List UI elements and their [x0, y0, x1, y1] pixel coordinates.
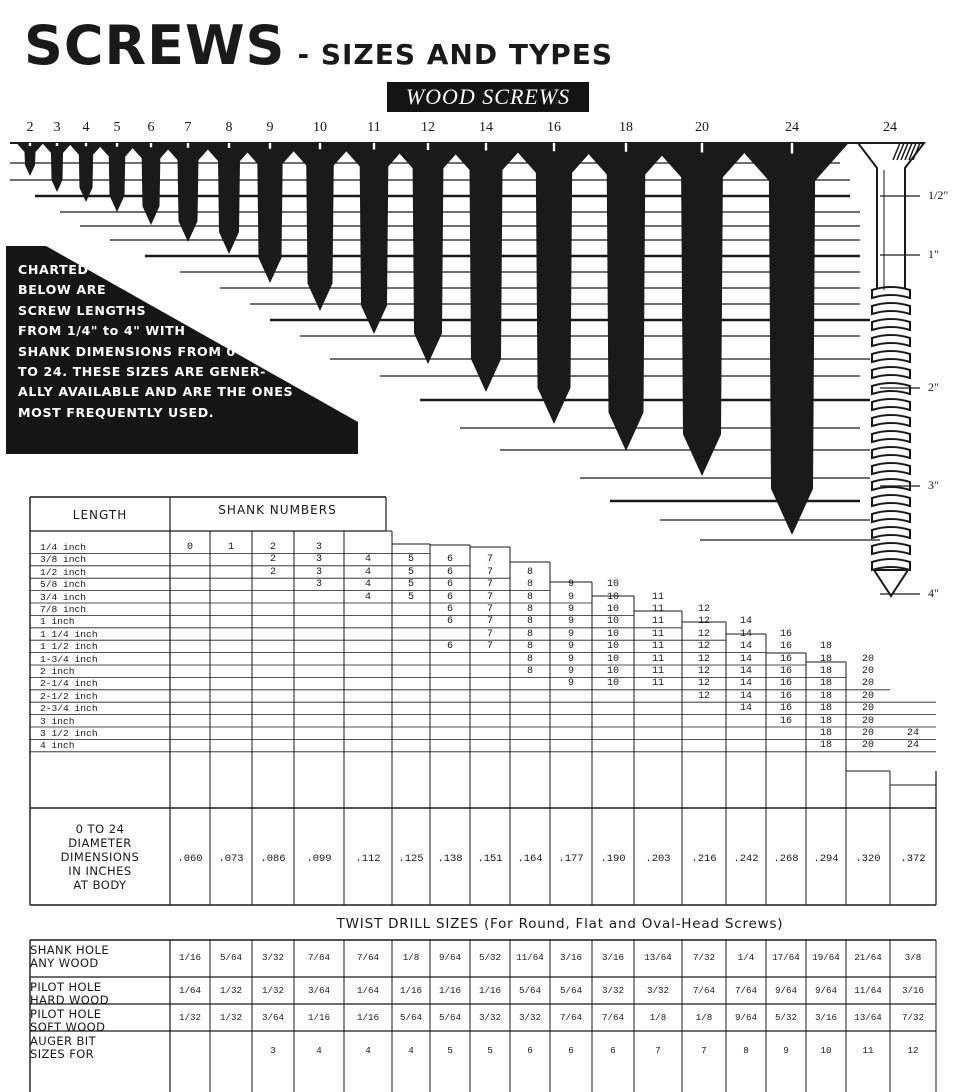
shank-number-cell: 16: [779, 690, 792, 702]
shank-number-cell: 8: [526, 666, 533, 677]
shank-number-cell: 20: [861, 703, 874, 715]
length-row-label: 3 1/2 inch: [40, 728, 98, 739]
shank-number-cell: 11: [651, 591, 664, 603]
title-main: SCREWS: [24, 14, 286, 77]
drill-size-cell: 8: [743, 1045, 749, 1056]
shank-number-cell: 10: [606, 579, 619, 591]
screw-number: 3: [53, 120, 61, 135]
drill-size-cell: 1/16: [478, 985, 502, 996]
shank-number-cell: 20: [861, 690, 874, 702]
shank-number-cell: 11: [651, 678, 664, 690]
shank-number-cell: 2: [269, 542, 276, 553]
shank-number-cell: 18: [819, 641, 832, 653]
drill-size-cell: 3/32: [601, 985, 625, 996]
drill-size-cell: 5: [447, 1045, 453, 1056]
shank-number-cell: 10: [606, 628, 619, 640]
shank-number-cell: 8: [526, 616, 533, 628]
drill-size-cell: 5/64: [438, 1012, 462, 1023]
drill-size-cell: 3/32: [646, 985, 670, 996]
shank-number-cell: 9: [567, 678, 574, 690]
screw-number: 9: [266, 120, 274, 135]
shank-number-cell: 20: [861, 740, 874, 752]
drill-size-cell: 1/32: [261, 985, 285, 996]
drill-size-cell: 13/64: [644, 952, 672, 963]
length-row-label: 2 inch: [40, 666, 75, 677]
length-mark: 1": [928, 247, 939, 261]
shank-number-cell: 16: [779, 628, 792, 640]
shank-number-cell: 5: [407, 566, 414, 578]
diameter-value: .164: [517, 853, 543, 865]
drill-row-label-line: SOFT WOOD: [30, 1019, 106, 1034]
shank-number-cell: 7: [486, 554, 493, 566]
drill-size-cell: 3/16: [901, 985, 925, 996]
callout-line: BELOW ARE: [18, 282, 107, 298]
screw-number: 10: [313, 120, 327, 135]
shank-number-cell: 12: [697, 690, 710, 702]
shank-number-cell: 12: [697, 653, 710, 665]
drill-size-cell: 3/16: [814, 1012, 838, 1023]
drill-size-cell: 7/64: [307, 952, 331, 963]
drill-size-cell: 1/8: [695, 1012, 713, 1023]
length-mark: 2": [928, 380, 939, 394]
shank-number-cell: 11: [651, 653, 664, 665]
drill-size-cell: 4: [316, 1045, 322, 1056]
shank-number-cell: 16: [779, 715, 792, 727]
shank-number-cell: 4: [364, 554, 371, 566]
shank-number-cell: 10: [606, 666, 619, 677]
shank-number-cell: 12: [697, 616, 710, 628]
drill-size-cell: 1/16: [399, 985, 423, 996]
shank-number-cell: 12: [697, 641, 710, 653]
screw-number: 18: [619, 120, 633, 135]
drill-row-label-line: AUGER BIT: [30, 1034, 97, 1048]
callout-line: SHANK DIMENSIONS FROM 0: [18, 343, 236, 359]
diameter-value: .060: [177, 853, 203, 865]
diameter-value: .268: [773, 853, 799, 865]
shank-number-cell: 7: [486, 628, 493, 640]
shank-number-cell: 11: [651, 604, 664, 615]
drill-size-cell: 1/32: [178, 1012, 202, 1023]
shank-number-cell: 11: [651, 616, 664, 628]
drill-size-cell: 1/16: [356, 1012, 380, 1023]
shank-number-cell: 4: [364, 579, 371, 591]
drill-size-cell: 21/64: [854, 952, 882, 963]
shank-number-cell: 8: [526, 653, 533, 665]
diameter-label-line: DIMENSIONS: [60, 850, 140, 864]
shank-number-cell: 8: [526, 628, 533, 640]
shank-number-cell: 14: [739, 628, 752, 640]
shank-number-cell: 8: [526, 604, 533, 615]
drill-row-label-line: SHANK HOLE: [30, 943, 109, 957]
shank-number-cell: 11: [651, 628, 664, 640]
length-row-label: 1 inch: [40, 616, 75, 628]
shank-number-cell: 2: [269, 554, 276, 566]
drill-size-cell: 7/32: [692, 952, 716, 963]
callout-line: FROM 1/4" to 4" WITH: [18, 323, 186, 339]
shank-number-cell: 16: [779, 678, 792, 690]
drill-size-cell: 3/8: [904, 952, 922, 963]
drill-size-cell: 1/32: [219, 1012, 243, 1023]
length-mark: 1/2": [928, 188, 949, 202]
drill-size-cell: 11/64: [516, 952, 544, 963]
drill-row-label-line: HARD WOOD: [30, 992, 109, 1007]
drill-size-cell: 5/64: [559, 985, 583, 996]
screw-number: 14: [479, 120, 493, 135]
drill-row-label: [30, 1008, 166, 1033]
shank-number-cell: 3: [315, 542, 322, 553]
diameter-value: .151: [477, 853, 503, 865]
drill-row-label-line: SIZES FOR: [30, 1046, 95, 1061]
screw-number: 11: [367, 120, 381, 135]
drill-size-cell: 1/64: [356, 985, 380, 996]
shank-numbers-header: SHANK NUMBERS: [218, 503, 337, 517]
shank-number-cell: 6: [446, 641, 453, 653]
diameter-value: .203: [645, 853, 671, 865]
shank-number-cell: 10: [606, 591, 619, 603]
shank-number-cell: 16: [779, 641, 792, 653]
drill-size-cell: 6: [610, 1045, 616, 1056]
shank-number-cell: 12: [697, 678, 710, 690]
wood-screws-banner: WOOD SCREWS: [387, 82, 589, 112]
shank-number-cell: 4: [364, 591, 371, 603]
drill-size-cell: 7/64: [356, 952, 380, 963]
drill-size-cell: 3/64: [307, 985, 331, 996]
screw-number: 5: [113, 120, 121, 135]
shank-number-cell: 9: [567, 616, 574, 628]
drill-size-cell: 9/64: [814, 985, 838, 996]
drill-size-cell: 6: [568, 1045, 574, 1056]
shank-number-cell: 14: [739, 641, 752, 653]
shank-number-cell: 14: [739, 653, 752, 665]
shank-number-cell: 5: [407, 554, 414, 566]
shank-number-cell: 24: [906, 728, 919, 739]
length-row-label: 1 1/4 inch: [40, 628, 98, 640]
drill-size-cell: 5/32: [774, 1012, 798, 1023]
drill-size-cell: 12: [907, 1045, 919, 1056]
diameter-value: .073: [218, 853, 244, 865]
shank-number-cell: 12: [697, 628, 710, 640]
diameter-value: .086: [260, 853, 286, 865]
drill-size-cell: 3/16: [601, 952, 625, 963]
drill-size-cell: 3/32: [478, 1012, 502, 1023]
shank-number-cell: 6: [446, 591, 453, 603]
length-row-label: 5/8 inch: [40, 579, 87, 591]
shank-number-cell: 8: [526, 591, 533, 603]
diameter-value: .138: [437, 853, 463, 865]
shank-number-cell: 11: [651, 641, 664, 653]
shank-number-cell: 6: [446, 604, 453, 615]
drill-size-cell: 19/64: [812, 952, 840, 963]
shank-number-cell: 20: [861, 666, 874, 677]
callout-line: MOST FREQUENTLY USED.: [18, 404, 215, 420]
shank-number-cell: 11: [651, 666, 664, 677]
shank-number-cell: 7: [486, 579, 493, 591]
drill-size-cell: 1/16: [307, 1012, 331, 1023]
shank-number-cell: 7: [486, 616, 493, 628]
length-row-label: 7/8 inch: [40, 604, 87, 615]
diameter-value: .112: [355, 853, 381, 865]
screw-number: 24: [785, 120, 799, 135]
drill-row-label-line: ANY WOOD: [30, 955, 99, 970]
shank-number-cell: 10: [606, 653, 619, 665]
twist-drill-title: TWIST DRILL SIZES (For Round, Flat and Oval-Head Screws): [336, 916, 784, 932]
screw-number: 16: [547, 120, 561, 135]
shank-number-cell: 20: [861, 728, 874, 739]
shank-number-cell: 14: [739, 666, 752, 677]
drill-size-cell: 5/32: [478, 952, 502, 963]
shank-number-cell: 18: [819, 728, 832, 739]
shank-number-cell: 6: [446, 579, 453, 591]
drill-size-cell: 7/64: [734, 985, 758, 996]
length-mark: 3": [928, 478, 939, 492]
length-row-label: 3 inch: [40, 715, 75, 727]
shank-number-cell: 7: [486, 591, 493, 603]
drill-size-cell: 4: [408, 1045, 414, 1056]
shank-number-cell: 10: [606, 678, 619, 690]
shank-number-cell: 18: [819, 740, 832, 752]
shank-number-cell: 24: [906, 740, 919, 752]
diameter-value: .320: [855, 853, 881, 865]
shank-number-cell: 20: [861, 715, 874, 727]
diameter-label-line: 0 TO 24: [75, 822, 125, 836]
screw-number: 4: [82, 120, 90, 135]
shank-number-cell: 6: [446, 554, 453, 566]
shank-number-cell: 18: [819, 653, 832, 665]
diameter-value: .190: [600, 853, 626, 865]
drill-size-cell: 9: [783, 1045, 789, 1056]
shank-number-cell: 8: [526, 579, 533, 591]
diameter-label-line: AT BODY: [73, 878, 127, 892]
drill-row-label: [30, 1035, 166, 1060]
drill-size-cell: 17/64: [772, 952, 800, 963]
length-row-label: 1-3/4 inch: [40, 653, 98, 665]
drill-size-cell: 9/64: [438, 952, 462, 963]
diameter-value: .242: [733, 853, 759, 865]
length-row-label: 2-3/4 inch: [40, 703, 98, 715]
shank-number-cell: 16: [779, 703, 792, 715]
drill-size-cell: 1/16: [178, 952, 202, 963]
drill-size-cell: 1/8: [402, 952, 420, 963]
length-row-label: 3/8 inch: [40, 554, 87, 566]
drill-size-cell: 10: [820, 1045, 832, 1056]
shank-number-cell: 6: [446, 616, 453, 628]
shank-number-cell: 18: [819, 666, 832, 677]
diameter-label-line: IN INCHES: [68, 864, 132, 878]
shank-number-cell: 9: [567, 653, 574, 665]
callout-line: ALLY AVAILABLE AND ARE THE ONES: [18, 384, 294, 400]
diameter-label-line: DIAMETER: [68, 836, 132, 850]
shank-number-cell: 20: [861, 678, 874, 690]
shank-number-cell: 16: [779, 653, 792, 665]
screw-number: 8: [225, 120, 233, 135]
callout-line: CHARTED: [18, 262, 89, 277]
screw-number: 12: [421, 120, 435, 135]
drill-size-cell: 1/8: [649, 1012, 667, 1023]
shank-number-cell: 3: [315, 579, 322, 591]
drill-size-cell: 1/16: [438, 985, 462, 996]
diameter-value: .125: [398, 853, 424, 865]
drill-size-cell: 5: [487, 1045, 493, 1056]
drill-size-cell: 3/16: [559, 952, 583, 963]
screw-number: 7: [184, 120, 192, 135]
drill-size-cell: 13/64: [854, 1012, 882, 1023]
drill-size-cell: 9/64: [734, 1012, 758, 1023]
length-header: LENGTH: [72, 508, 128, 522]
drill-row-label: [30, 944, 166, 969]
drill-size-cell: 5/64: [219, 952, 243, 963]
shank-number-cell: 18: [819, 690, 832, 702]
shank-number-cell: 10: [606, 641, 619, 653]
length-row-label: 2-1/4 inch: [40, 678, 98, 690]
drill-size-cell: 7: [701, 1045, 707, 1056]
diameter-value: .372: [900, 853, 926, 865]
diameter-label: [30, 822, 170, 892]
length-mark: 4": [928, 586, 939, 600]
shank-number-cell: 18: [819, 678, 832, 690]
drill-size-cell: 6: [527, 1045, 533, 1056]
diameter-value: .294: [813, 853, 839, 865]
drill-size-cell: 3/64: [261, 1012, 285, 1023]
diameter-value: .177: [558, 853, 584, 865]
drill-size-cell: 5/64: [399, 1012, 423, 1023]
callout-line: TO 24. THESE SIZES ARE GENER-: [18, 364, 266, 380]
shank-number-cell: 9: [567, 591, 574, 603]
drill-size-cell: 7/32: [901, 1012, 925, 1023]
shank-number-cell: 10: [606, 616, 619, 628]
shank-number-cell: 0: [186, 542, 193, 553]
drill-size-cell: 3/32: [518, 1012, 542, 1023]
drill-size-cell: 7/64: [692, 985, 716, 996]
shank-number-cell: 7: [486, 566, 493, 578]
shank-number-cell: 8: [526, 641, 533, 653]
shank-number-cell: 7: [486, 641, 493, 653]
shank-number-cell: 14: [739, 703, 752, 715]
shank-number-cell: 9: [567, 604, 574, 615]
drill-size-cell: 11: [862, 1045, 874, 1056]
shank-number-cell: 14: [739, 616, 752, 628]
shank-number-cell: 20: [861, 653, 874, 665]
shank-number-cell: 10: [606, 604, 619, 615]
shank-number-cell: 18: [819, 703, 832, 715]
length-row-label: 1/4 inch: [40, 542, 87, 553]
shank-number-cell: 9: [567, 579, 574, 591]
drill-size-cell: 11/64: [854, 985, 882, 996]
drill-size-cell: 7/64: [559, 1012, 583, 1023]
shank-number-cell: 14: [739, 690, 752, 702]
shank-number-cell: 9: [567, 628, 574, 640]
drill-size-cell: 3/32: [261, 952, 285, 963]
shank-number-cell: 9: [567, 641, 574, 653]
shank-number-cell: 16: [779, 666, 792, 677]
drill-size-cell: 3: [270, 1045, 276, 1056]
drill-row-label-line: PILOT HOLE: [30, 980, 102, 994]
shank-number-cell: 1: [227, 542, 234, 553]
diameter-value: .216: [691, 853, 717, 865]
shank-number-cell: 5: [407, 591, 414, 603]
shank-number-cell: 5: [407, 579, 414, 591]
shank-number-cell: 3: [315, 554, 322, 566]
drill-size-cell: 1/64: [178, 985, 202, 996]
length-row-label: 4 inch: [40, 740, 75, 752]
drill-size-cell: 5/64: [518, 985, 542, 996]
title-sub: - SIZES AND TYPES: [297, 38, 614, 71]
length-row-label: 2-1/2 inch: [40, 690, 98, 702]
shank-number-cell: 9: [567, 666, 574, 677]
shank-number-cell: 12: [697, 666, 710, 677]
shank-number-cell: 2: [269, 566, 276, 578]
drill-size-cell: 1/32: [219, 985, 243, 996]
length-row-label: 1/2 inch: [40, 566, 87, 578]
drill-size-cell: 7/64: [601, 1012, 625, 1023]
shank-number-cell: 3: [315, 566, 322, 578]
screw-number: 2: [26, 120, 34, 135]
shank-number-cell: 14: [739, 678, 752, 690]
drill-size-cell: 7: [655, 1045, 661, 1056]
shank-number-cell: 18: [819, 715, 832, 727]
drill-size-cell: 9/64: [774, 985, 798, 996]
shank-number-cell: 4: [364, 566, 371, 578]
screw-number: 6: [147, 120, 155, 135]
drill-size-cell: 1/4: [737, 952, 755, 963]
shank-number-cell: 6: [446, 566, 453, 578]
length-row-label: 3/4 inch: [40, 591, 87, 603]
shank-number-cell: 7: [486, 604, 493, 615]
shank-number-cell: 12: [697, 604, 710, 615]
length-row-label: 1 1/2 inch: [40, 641, 98, 653]
drill-row-label-line: PILOT HOLE: [30, 1007, 102, 1021]
screw-number: 24: [883, 120, 897, 135]
drill-row-label: [30, 981, 166, 1006]
drill-size-cell: 4: [365, 1045, 371, 1056]
shank-number-cell: 8: [526, 566, 533, 578]
screw-number: 20: [695, 120, 709, 135]
callout-line: SCREW LENGTHS: [18, 302, 147, 318]
diameter-value: .099: [306, 853, 332, 865]
